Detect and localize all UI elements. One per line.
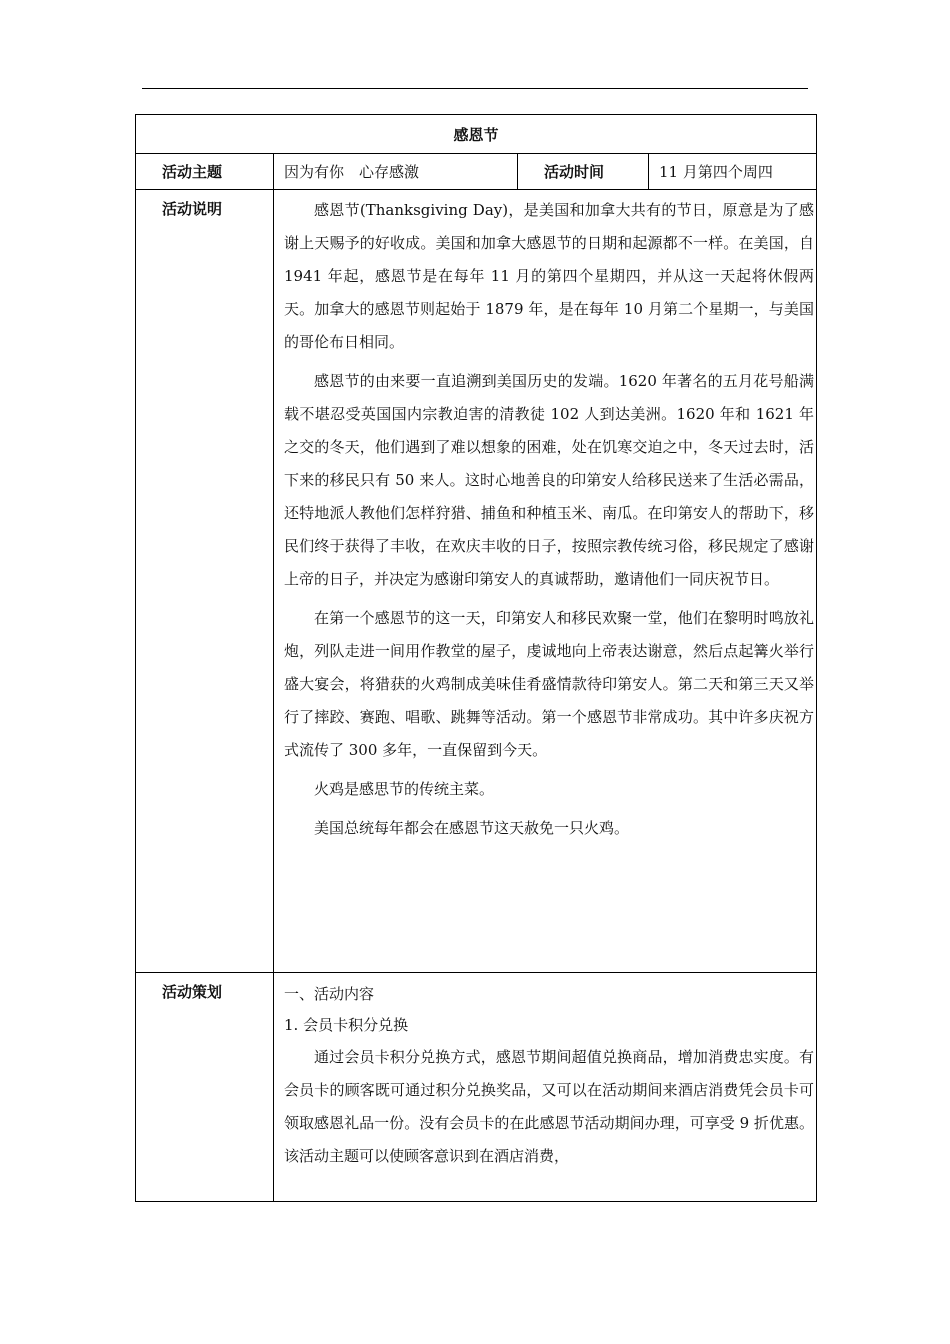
description-content bbox=[274, 190, 817, 973]
description-paragraph: 美国总统每年都会在感恩节这天赦免一只火鸡。 bbox=[314, 819, 630, 837]
plan-label: 活动策划 bbox=[136, 973, 274, 1202]
activity-plan-table bbox=[135, 114, 817, 1202]
theme-label: 活动主题 bbox=[136, 154, 274, 190]
header-rule bbox=[142, 88, 808, 89]
description-paragraph: 在第一个感恩节的这一天，印第安人和移民欢聚一堂，他们在黎明时鸣放礼炮，列队走进一间用作教堂的屋子，虔诚地向上帝表达谢意，然后点起篝火举行盛大宴会，将猎获的火鸡制成美味佳肴盛情款待印第安人。第二天和第三天又举行了摔跤、赛跑、唱歌、跳舞等活动。第一个感恩节非常成功。其中许多庆祝方式流传了 300 多年，一直保留到今天。 bbox=[284, 609, 815, 759]
plan-heading: 一、活动内容 bbox=[284, 985, 375, 1003]
description-paragraph: 火鸡是感思节的传统主菜。 bbox=[314, 780, 495, 798]
description-paragraph: 感恩节的由来要一直追溯到美国历史的发端。1620 年著名的五月花号船满载不堪忍受英国国内宗教迫害的清教徒 102 人到达美洲。1620 年和 1621 年之交的冬天，他们遇到了难以想象的困难，处在饥寒交迫之中，冬天过去时，活下来的移民只有 50 来人。这时心地善良的印第安人给移民送来了生活必需品，还特地派人教他们怎样狩猎、捕鱼和种植玉米、南瓜。在印第安人的帮助下，移民们终于获得了丰收，在欢庆丰收的日子，按照宗教传统习俗，移民规定了感谢上帝的日子，并决定为感谢印第安人的真诚帮助，邀请他们一同庆祝节日。 bbox=[284, 372, 815, 588]
time-label: 活动时间 bbox=[518, 154, 649, 190]
plan-content bbox=[274, 973, 817, 1202]
description-label: 活动说明 bbox=[136, 190, 274, 973]
time-value: 11 月第四个周四 bbox=[649, 154, 817, 190]
description-paragraph: 感恩节(Thanksgiving Day)，是美国和加拿大共有的节日，原意是为了感谢上天赐予的好收成。美国和加拿大感恩节的日期和起源都不一样。在美国，自 1941 年起，感恩节是在每年 11 月的第四个星期四，并从这一天起将休假两天。加拿大的感恩节则起始于 1879 年，是在每年 10 月第二个星期一，与美国的哥伦布日相同。 bbox=[284, 201, 815, 351]
plan-paragraph: 通过会员卡积分兑换方式，感恩节期间超值兑换商品，增加消费忠实度。有会员卡的顾客既可通过积分兑换奖品，又可以在活动期间来酒店消费凭会员卡可领取感恩礼品一份。没有会员卡的在此感恩节活动期间办理，可享受 9 折优惠。该活动主题可以使顾客意识到在酒店消费， bbox=[284, 1048, 815, 1165]
plan-subheading: 1. 会员卡积分兑换 bbox=[284, 1016, 409, 1034]
document-title: 感恩节 bbox=[136, 115, 817, 154]
theme-value: 因为有你 心存感激 bbox=[274, 154, 518, 190]
